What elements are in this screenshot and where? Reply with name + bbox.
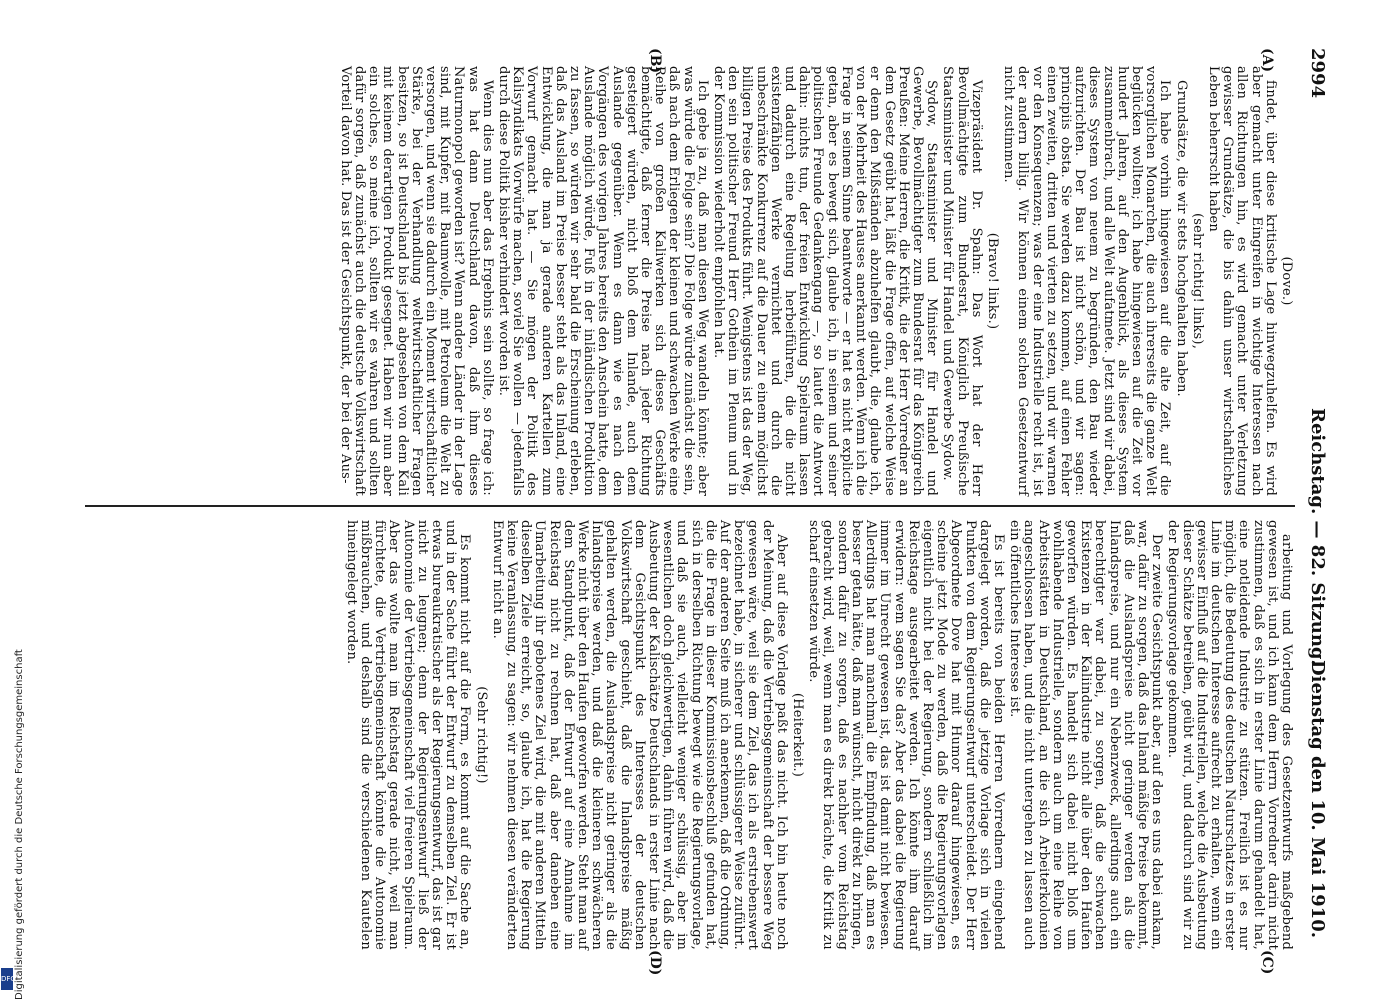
session-date: Dienstag den 10. Mai 1910. [1307,660,1328,938]
paragraph: arbeitung und Vorlegung des Gesetzentwurfs maßgebend gewesen ist, und ich kann dem Herrn Vorredner darin nicht zustimmen, daß es sich in erster Linie darum gehandelt hat, eine notleidende Industrie zu stützen. Freilich ist es nur möglich, die Bedeutung des deutschen Naturschatzes in erster Linie im deutschen Interesse aufrecht zu erhalten, wenn ein gewisser Einfluß auf die Industriellen, welche die Ausbeutung dieser Schätze betreiben, geübt wird, und dadurch sind wir zu der Regierungsvorlage gekommen. [1165,520,1294,950]
interjection: (Sehr richtig!) [473,686,489,784]
paragraph: Ich habe vorhin hingewiesen auf die alte Zeit, auf die vorsorglichen Monarchen, die auch ihrerseits die ganze Welt beglücken wollten; ich habe hingewiesen auf die Zeit vor hundert Jahren, auf den Augenblick, als dieses System zusammenbrach, und alle Welt aufatmete. Jetzt sind wir dabei, dieses System von neuem zu begründen, den Bau wieder aufzurichten. Der Bau ist nicht schön, und wir sagen: principiis obsta. Sie werden dazu kommen, auf einen Fehler einen zweiten, dritten und vierten zu setzen, und wir warnen vor den Konsequenzen; was der eine Industrielle recht ist, ist der andern billig. Wir können einem solchen Gesetzentwurf nicht zustimmen. [1001,66,1173,496]
session-title: Reichstag. — 82. Sitzung. [1307,408,1328,666]
paragraph: findet, über diese kritische Lage hinwegzuhelfen. Es wird aber gemacht unter Eingreifen in wichtige Interessen nach allen Richtungen hin, es wird gemacht unter Verletzung gewisser Grundsätze, die bis dahin unser wirtschaftliches Leben beherrscht haben [1205,66,1278,496]
page-header [1298,48,1338,938]
paragraph: Vizepräsident Dr. Spahn: Das Wort hat der Herr Bevollmächtigte zum Bundesrat, Königlich Preußische Staatsminister und Minister für Handel und Gewerbe Sydow. [940,66,984,496]
interjection: (Bravo! links.) [984,232,1000,330]
funding-credit: Digitalisierung gefördert durch die Deutsche Forschungsgemeinschaft [14,649,25,1000]
page-number: 2994 [1307,48,1328,99]
paragraph: Ich gebe ja zu, daß man diesen Weg wandeln könnte; aber was würde die Folge sein? Die Folge würde zunächst die sein, daß nach dem Erliegen der kleinen und schwachen Werke eine Reihe von großen Kaliwerken sich dieses Geschäfts bemächtigte, daß ferner die Preise nach jeder Richtung gesteigert würden, nicht bloß dem Inlande, auch dem Auslande gegenüber. Wenn es dann wie es nach den Vorgängen des vorigen Jahres bereits den Anschein hatte, dem Auslande möglich würde, Fuß in der inländischen Produktion zu fassen, so würden wir sehr bald die Erscheinung erleben, daß das Ausland im Preise besser steht als das Inland, eine Entwicklung, die man ja gerade anderen Kartellen zum Vorwurf gemacht hat. — Sie mögen der Politik des Kalisyndikats Vorwürfe machen, soviel Sie wollen — jedenfalls durch diese Politik bisher verhindert worden ist. [496,66,710,496]
interjection: (sehr richtig! links), [1189,212,1205,350]
dfg-logo: DFG [1,968,13,990]
right-column [342,520,1293,950]
paragraph: Es kommt nicht auf die Form, es kommt auf die Sache an, und in der Sache führt der Entwurf zu demselben Ziel. Er ist etwas bureaukratischer als der Regierungsentwurf, das ist gar nicht zu leugnen; denn der Regierungsentwurf ließ der Autonomie der Vertriebsgemeinschaft viel freieren Spielraum. Aber das wollte man im Reichstag gerade nicht, weil man fürchtete, die Vertriebsgemeinschaft könnte die Autonomie mißbrauchen, und deshalb sind die verschiedenen Kautelen hineingelegt worden. [343,520,473,950]
paragraph: Der zweite Gesichtspunkt aber, auf den es uns dabei ankam, war, dafür zu sorgen, daß das Inland mäßige Preise bekommt, daß die Auslandspreise nicht geringer werden als die Inlandspreise, und nur ein Nebenzweck, allerdings auch ein berechtigter war dabei, zu sorgen, daß die schwachen Existenzen in der Kaliindustrie nicht alle über den Haufen geworfen würden. Es handelt sich dabei nicht bloß um wohlhabende Industrielle, sondern auch um eine Reihe von Arbeitsstätten in Deutschland, an die sich Arbeiterkolonien angeschlossen haben, und die nicht untergehen zu lassen auch ein öffentliches Interesse ist. [1007,520,1165,950]
paragraph: Sydow, Staatsminister und Minister für Handel und Gewerbe, Bevollmächtigter zum Bundesrat für das Königreich Preußen: Meine Herren, die Kritik, die der Herr Vorredner an dem Gesetz geübt hat, läßt die Frage offen, auf welche Weise er denn den Mißständen abzuhelfen glaubt, die, glaube ich, von der Mehrheit des Hauses anerkannt werden. Wenn ich die Frage in seinem Sinne beantworte — er hat es nicht explicite getan, aber es bewegt sich, glaube ich, in seinem und seiner politischen Freunde Gedankengang —, so lautet die Antwort dahin: nichts tun, der freien Entwicklung Spielraum lassen und dadurch eine Regelung herbeiführen, die die nicht existenzfähigen Werke vernichtet und durch die unbeschränkte Konkurrenz auf die Dauer zu einem möglichst billigen Preise des Produkts führt. Wenigstens ist das der Weg, den sein politischer Freund Herr Gothein im Plenum und in der Kommission wiederholt empfohlen hat. [711,66,940,496]
left-column [336,66,1293,496]
margin-marker-d: (D) [647,950,663,976]
margin-marker-c: (C) [1259,950,1275,975]
margin-marker-a: (A) [1259,48,1275,73]
paragraph: Es ist bereits von beiden Herren Vorrednern eingehend dargelegt worden, daß die jetzige Vorlage sich in vielen Punkten von dem Regierungsentwurf unterscheidet. Der Herr Abgeordnete Dove hat mit Humor darauf hingewiesen, es scheine jetzt Mode zu werden, daß die Regierungsvorlagen eigentlich nicht bei der Regierung, sondern schließlich im Reichstage ausgearbeitet werden. Ich könnte ihm darauf erwidern: wem sagen Sie das? Aber das dabei die Regierung immer im Unrecht gewesen ist, das ist damit nicht bewiesen. Allerdings hat man manchmal die Empfindung, daß man es besser getan hätte, daß man wünscht, nicht direkt zu bringen, sondern dafür zu sorgen, daß es nachher vom Reichstag gebracht wird, weil, wenn man es direkt brächte, die Kritik zu scharf einsetzen würde. [806,520,1006,950]
column-divider [85,505,1295,507]
speaker-tag: (Dove.) [1279,256,1294,306]
margin-marker-b: (B) [647,48,663,74]
paragraph: Grundsätze, die wir stets hochgehalten haben. [1173,80,1189,397]
interjection: (Heiterkeit.) [790,692,806,778]
paragraph: Aber auf diese Vorlage paßt das nicht. Ich bin heute noch der Meinung, daß die Vertriebsgemeinschaft der bessere Weg gewesen wäre, weil sie dem Ziel, das ich als erstrebenswert bezeichnet habe, in sicherer und schlüssigerer Weise zuführt. Auf der anderen Seite muß ich anerkennen, daß die Ordnung, die die Frage in dieser Kommissionsbeschluß gefunden hat, sich in derselben Richtung bewegt wie die Regierungsvorlage, und daß sie auch, vielleicht weniger schlüssig, aber im wesentlichen doch gleichwertigen, dahin führen wird, daß die Ausbeutung der Kalischätze Deutschlands in erster Linie nach dem Gesichtspunkt des Interesses der deutschen Volkswirtschaft geschieht, daß die Inlandspreise mäßig gehalten werden, die Auslandspreise nicht geringer als die Inlandspreise werden, und daß die kleineren schwächeren Werke nicht über den Haufen geworfen werden. Steht man auf dem Standpunkt, daß der Entwurf auf eine Annahme im Reichstag nicht zu rechnen hat, daß aber daneben eine Umarbeitung ihr gebotenes Ziel wird, die mit anderen Mitteln dieselben Ziele erreicht, so, glaube ich, hat die Regierung keine Veranlassung, zu sagen: wir nehmen diesen veränderten Entwurf nicht an. [489,520,789,950]
paragraph: Wenn dies nun aber das Ergebnis sein sollte, so frage ich: was hat dann Deutschland davon, daß ihm dieses Naturmonopol geworden ist? Wenn andere Länder in der Lage sind, mit Kupfer, mit Baumwolle, mit Petroleum die Welt zu versorgen, und wenn sie dadurch ein Moment wirtschaftlicher Stärke, bei der Verhandlung weltwirtschaftlicher Fragen besitzen, so ist Deutschland bis jetzt abgesehen von dem Kali mit keinem derartigen Produkt gesegnet. Haben wir nun aber ein solches, so meine ich, sollten wir es wahren und sollten dafür sorgen, daß zunächst auch die deutsche Volkswirtschaft Vorteil davon hat. Das ist der Gesichtspunkt, der bei der Aus- [337,66,495,496]
digitization-sidebar [0,0,25,1000]
